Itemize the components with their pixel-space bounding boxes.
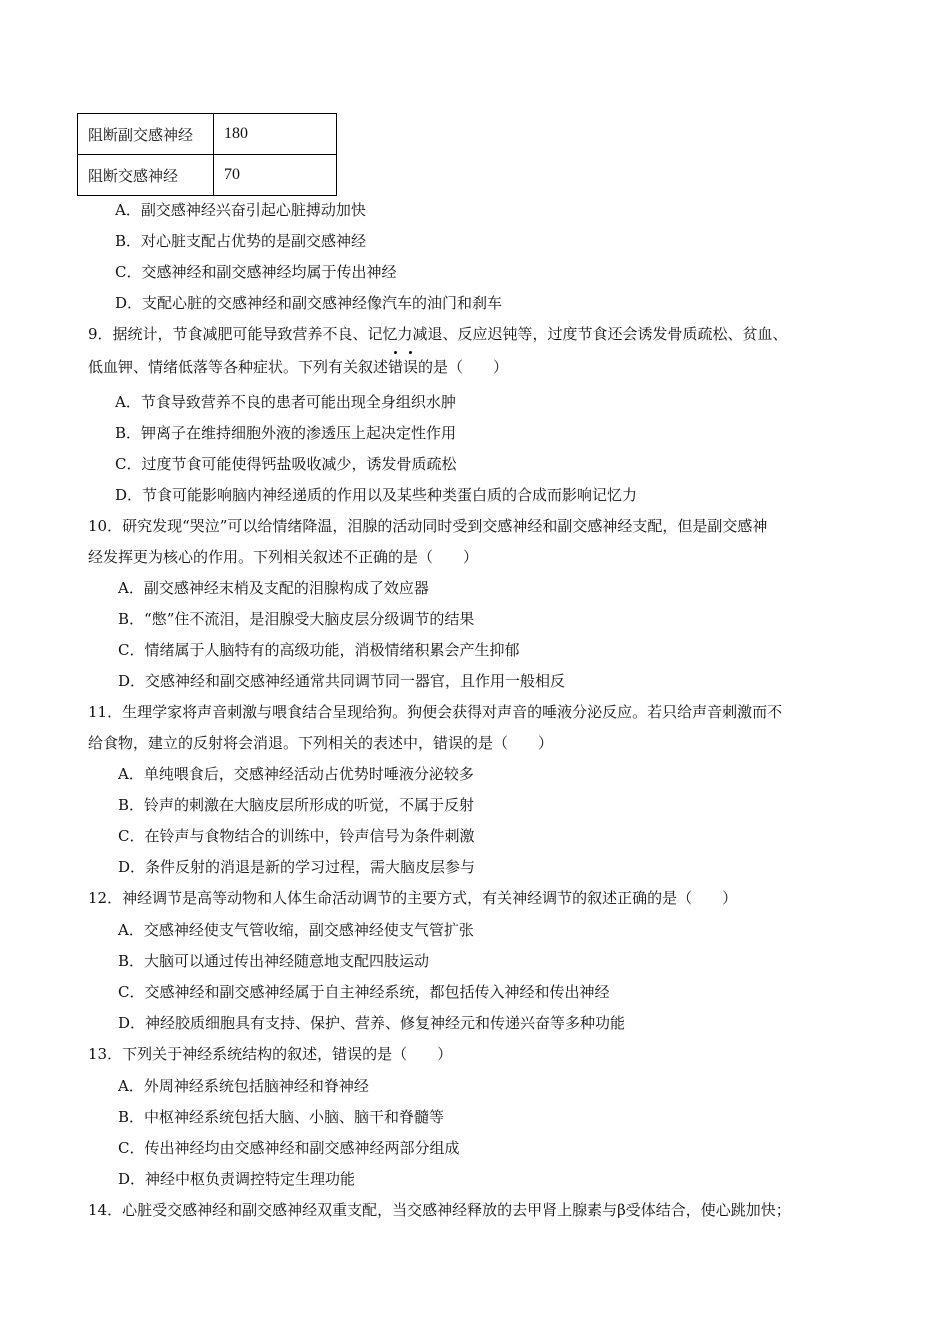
q9-option-b: B．钾离子在维持细胞外液的渗透压上起决定性作用 <box>115 424 457 442</box>
q9-option-c: C．过度节食可能使得钙盐吸收减少，诱发骨质疏松 <box>115 455 457 473</box>
q11-stem-line1: 11．生理学家将声音刺激与喂食结合呈现给狗。狗便会获得对声音的唾液分泌反应。若只给声音刺激而不 <box>88 703 783 721</box>
table-cell-label: 阻断副交感神经 <box>78 114 214 155</box>
q13-option-b: B．中枢神经系统包括大脑、小脑、脑干和脊髓等 <box>118 1108 445 1126</box>
q8-option-a: A．副交感神经兴奋引起心脏搏动加快 <box>115 201 366 219</box>
table-row <box>78 114 337 155</box>
q8-option-d: D．支配心脏的交感神经和副交感神经像汽车的油门和刹车 <box>115 294 503 312</box>
table-cell-label: 阻断交感神经 <box>78 155 214 196</box>
table-row <box>78 155 337 196</box>
data-table <box>77 113 337 196</box>
q12-option-c: C．交感神经和副交感神经属于自主神经系统，都包括传入神经和传出神经 <box>118 983 610 1001</box>
q9-option-d: D．节食可能影响脑内神经递质的作用以及某些种类蛋白质的合成而影响记忆力 <box>115 486 638 504</box>
q13-stem-line1: 13．下列关于神经系统结构的叙述，错误的是（ ） <box>88 1045 453 1063</box>
q10-stem-line2: 经发挥更为核心的作用。下列相关叙述不正确的是（ ） <box>88 548 479 566</box>
q9-stem-line2 <box>88 357 508 377</box>
q12-option-b: B．大脑可以通过传出神经随意地支配四肢运动 <box>118 952 430 970</box>
q13-option-d: D．神经中枢负责调控特定生理功能 <box>118 1170 356 1188</box>
q12-stem-line1: 12．神经调节是高等动物和人体生命活动调节的主要方式，有关神经调节的叙述正确的是（ ） <box>88 889 738 907</box>
q14-stem-line1: 14．心脏受交感神经和副交感神经双重支配，当交感神经释放的去甲肾上腺素与β受体结合，使心跳加快； <box>88 1201 791 1219</box>
q9-stem-line1: 9．据统计，节食减肥可能导致营养不良、记忆力减退、反应迟钝等，过度节食还会诱发骨质疏松、贫血、 <box>88 325 788 343</box>
q11-option-d: D．条件反射的消退是新的学习过程，需大脑皮层参与 <box>118 858 476 876</box>
emphasis-char: 误 <box>403 358 419 376</box>
q10-option-a: A．副交感神经末梢及支配的泪腺构成了效应器 <box>118 579 429 597</box>
q10-option-c: C．情绪属于人脑特有的高级功能，消极情绪积累会产生抑郁 <box>118 641 520 659</box>
table-cell-value: 180 <box>214 114 337 155</box>
q10-option-d: D．交感神经和副交感神经通常共同调节同一器官，且作用一般相反 <box>118 672 566 690</box>
q13-option-c: C．传出神经均由交感神经和副交感神经两部分组成 <box>118 1139 460 1157</box>
q12-option-a: A．交感神经使支气管收缩，副交感神经使支气管扩张 <box>118 921 474 939</box>
q9-stem-text: 低血钾、情绪低落等各种症状。下列有关叙述 <box>88 358 389 376</box>
q8-option-b: B．对心脏支配占优势的是副交感神经 <box>115 232 367 250</box>
emphasis-char: 错 <box>388 358 404 376</box>
table-cell-value: 70 <box>214 155 337 196</box>
q10-option-b: B．“憋”住不流泪，是泪腺受大脑皮层分级调节的结果 <box>118 610 475 628</box>
q11-option-a: A．单纯喂食后，交感神经活动占优势时唾液分泌较多 <box>118 765 474 783</box>
q9-stem-text: 的是（ ） <box>418 358 509 376</box>
q13-option-a: A．外周神经系统包括脑神经和脊神经 <box>118 1077 369 1095</box>
q10-stem-line1: 10．研究发现“哭泣”可以给情绪降温，泪腺的活动同时受到交感神经和副交感神经支配，但是副交感神 <box>88 517 768 535</box>
q8-option-c: C．交感神经和副交感神经均属于传出神经 <box>115 263 397 281</box>
q11-stem-line2: 给食物，建立的反射将会消退。下列相关的表述中，错误的是（ ） <box>88 734 554 752</box>
q11-option-b: B．铃声的刺激在大脑皮层所形成的听觉，不属于反射 <box>118 796 475 814</box>
q12-option-d: D．神经胶质细胞具有支持、保护、营养、修复神经元和传递兴奋等多种功能 <box>118 1014 626 1032</box>
q9-option-a: A．节食导致营养不良的患者可能出现全身组织水肿 <box>115 393 456 411</box>
q11-option-c: C．在铃声与食物结合的训练中，铃声信号为条件刺激 <box>118 827 475 845</box>
